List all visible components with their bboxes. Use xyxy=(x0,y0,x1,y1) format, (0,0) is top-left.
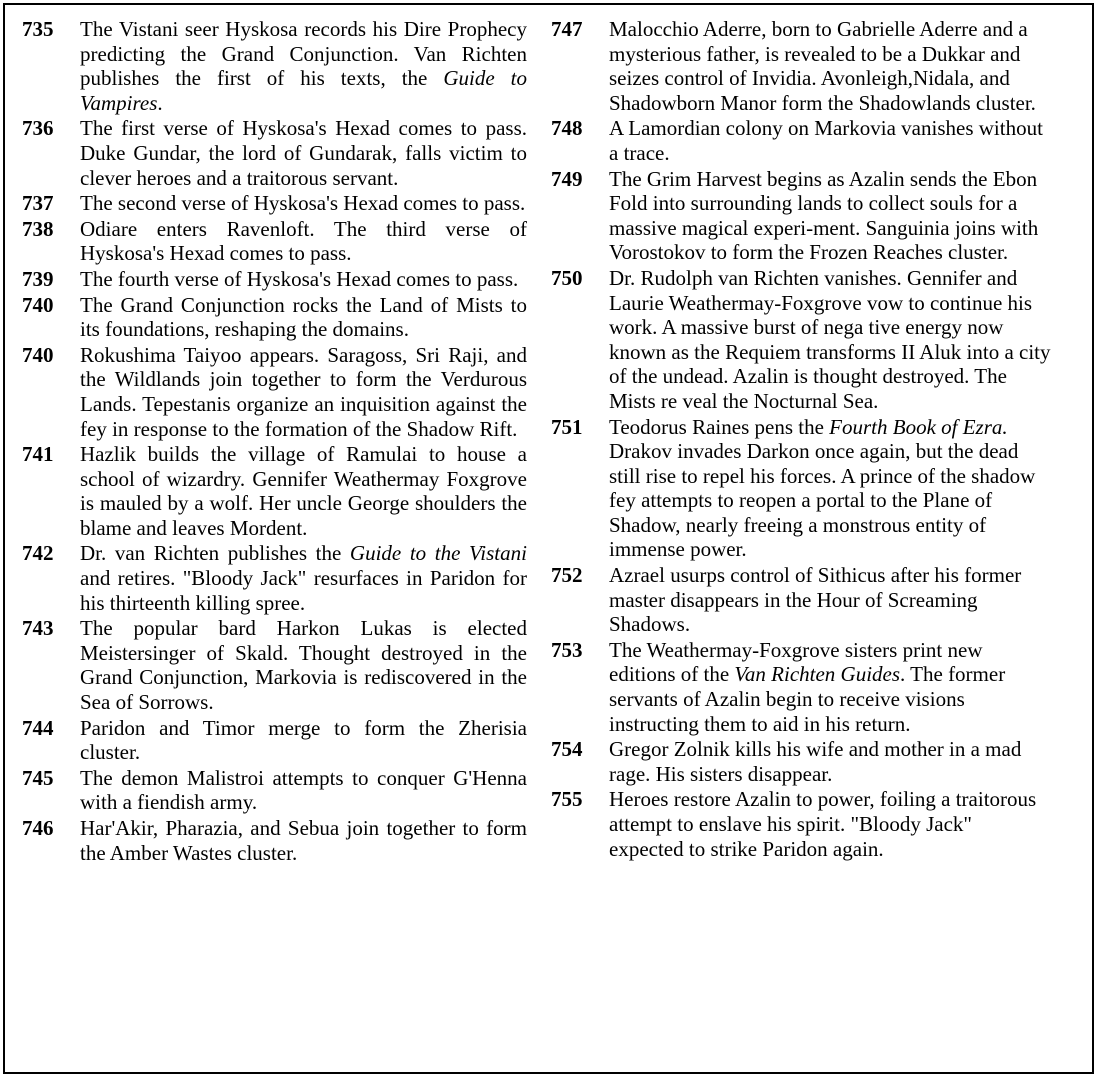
timeline-entry xyxy=(551,167,1051,265)
entry-description xyxy=(80,766,527,815)
entry-year: 748 xyxy=(551,116,583,141)
timeline-entry xyxy=(22,17,527,115)
entry-description xyxy=(609,563,1051,637)
timeline-entry xyxy=(551,17,1051,115)
entry-text: Rokushima Taiyoo appears. Saragoss, Sri Raji, and the Wildlands join together to form the Verdurous Lands. Tepestanis organize an inquisition against the fey in response to the formation of the Shadow Rift. xyxy=(80,342,527,441)
entry-description xyxy=(80,343,527,441)
entry-text: Gregor Zolnik kills his wife and mother in a mad rage. His sisters disappear. xyxy=(609,737,1022,786)
entry-text: Paridon and Timor merge to form the Zherisia cluster. xyxy=(80,715,527,765)
entry-description xyxy=(80,541,527,615)
entry-description xyxy=(80,442,527,540)
entry-text: Malocchio Aderre, born to Gabrielle Aderre and a mysterious father, is revealed to be a Dukkar and seizes control of Invidia. Avonleigh,Nidala, and Shadowborn Manor form the Shadowlands cluster. xyxy=(609,17,1036,115)
entry-year: 753 xyxy=(551,637,583,662)
timeline-entry xyxy=(551,563,1051,637)
timeline-entry xyxy=(22,343,527,441)
entry-text: and retires. "Bloody Jack" resurfaces in Paridon for his thirteenth killing spree. xyxy=(80,566,527,615)
timeline-entry xyxy=(22,616,527,714)
entry-text: . The former servants of Azalin begin to receive visions instructing them to aid in his return. xyxy=(609,662,1006,736)
entry-description xyxy=(80,217,527,266)
entry-description xyxy=(609,266,1051,414)
timeline-entry xyxy=(22,766,527,815)
entry-text: The first verse of Hyskosa's Hexad comes to pass. Duke Gundar, the lord of Gundarak, falls victim to clever heroes and a traitorous servant. xyxy=(80,116,527,190)
entry-book-title: Van Richten Guides xyxy=(734,662,901,687)
timeline-entry xyxy=(551,787,1051,861)
entry-description xyxy=(609,638,1051,736)
entry-description xyxy=(609,17,1051,115)
entry-year: 754 xyxy=(551,737,583,762)
entry-year: 750 xyxy=(551,265,583,290)
entry-description xyxy=(609,737,1051,786)
entry-year: 747 xyxy=(551,17,583,41)
timeline-entry xyxy=(551,638,1051,736)
entry-text: Heroes restore Azalin to power, foiling a traitorous attempt to enslave his spirit. "Bloody Jack" expected to strike Paridon again. xyxy=(609,787,1037,861)
entry-text: Hazlik builds the village of Ramulai to house a school of wizardry. Gennifer Weathermay Foxgrove is mauled by a wolf. Her uncle George shoulders the blame and leaves Mordent. xyxy=(80,442,527,540)
entry-text: The Grim Harvest begins as Azalin sends the Ebon Fold into surrounding lands to collect souls for a massive magical experi-ment. Sanguinia joins with Vorostokov to form the Frozen Reaches cluster. xyxy=(609,166,1039,265)
entry-text: Har'Akir, Pharazia, and Sebua join together to form the Amber Wastes cluster. xyxy=(80,816,527,865)
entry-year: 752 xyxy=(551,563,583,588)
entry-year: 740 xyxy=(22,292,54,317)
timeline-entry xyxy=(22,442,527,540)
timeline-entry xyxy=(551,266,1051,414)
timeline-left-column xyxy=(22,17,527,866)
timeline-entry xyxy=(22,716,527,765)
entry-description xyxy=(80,191,527,216)
entry-year: 751 xyxy=(551,414,583,439)
entry-year: 737 xyxy=(22,191,54,216)
entry-year: 749 xyxy=(551,166,583,191)
entry-year: 736 xyxy=(22,116,54,141)
entry-book-title: Guide to the Vistani xyxy=(349,541,527,566)
entry-description xyxy=(609,787,1051,861)
entry-text: Azrael usurps control of Sithicus after his former master disappears in the Hour of Screaming Shadows. xyxy=(609,563,1022,637)
entry-text: Dr. van Richten publishes the xyxy=(80,541,350,566)
entry-year: 740 xyxy=(22,342,54,367)
entry-text: The fourth verse of Hyskosa's Hexad comes to pass. xyxy=(80,266,519,291)
timeline-right-column xyxy=(551,17,1051,862)
timeline-entry xyxy=(22,116,527,190)
timeline-entry xyxy=(22,816,527,865)
entry-year: 741 xyxy=(22,442,54,467)
entry-text: The Grand Conjunction rocks the Land of Mists to its foundations, reshaping the domains. xyxy=(80,292,527,342)
entry-year: 735 xyxy=(22,17,54,41)
entry-description xyxy=(80,616,527,714)
entry-text: A Lamordian colony on Markovia vanishes without a trace. xyxy=(609,116,1043,165)
entry-book-title: Fourth Book of Ezra. xyxy=(829,414,1008,439)
entry-text: Odiare enters Ravenloft. The third verse of Hyskosa's Hexad comes to pass. xyxy=(80,216,527,266)
entry-year: 743 xyxy=(22,616,54,641)
entry-text: The popular bard Harkon Lukas is elected Meistersinger of Skald. Thought destroyed in the Grand Conjunction, Markovia is rediscovered in the Sea of Sorrows. xyxy=(80,616,527,715)
entry-year: 738 xyxy=(22,216,54,241)
entry-description xyxy=(609,167,1051,265)
entry-year: 745 xyxy=(22,765,54,790)
entry-description xyxy=(80,116,527,190)
entry-year: 746 xyxy=(22,816,54,840)
timeline-entry xyxy=(22,267,527,292)
timeline-entry xyxy=(551,415,1051,563)
entry-text: The second verse of Hyskosa's Hexad comes to pass. xyxy=(80,191,526,216)
entry-description xyxy=(609,116,1051,165)
entry-description xyxy=(80,17,527,115)
timeline-entry xyxy=(22,217,527,266)
entry-text: The Weathermay-Foxgrove sisters print new editions of the xyxy=(609,637,983,687)
timeline-entry xyxy=(551,737,1051,786)
timeline-entry xyxy=(22,293,527,342)
entry-year: 742 xyxy=(22,541,54,566)
entry-description xyxy=(80,267,527,292)
entry-text: Teodorus Raines pens the xyxy=(609,414,830,439)
entry-year: 755 xyxy=(551,787,583,812)
entry-text: . xyxy=(157,90,163,115)
entry-description xyxy=(80,716,527,765)
entry-description xyxy=(80,293,527,342)
timeline-entry xyxy=(22,541,527,615)
entry-text: Dr. Rudolph van Richten vanishes. Gennifer and Laurie Weathermay-Foxgrove vow to continue his work. A massive burst of nega tive energy now known as the Requiem transforms II Aluk into a city of the undead. Azalin is thought destroyed. The Mists re veal the Nocturnal Sea. xyxy=(609,265,1051,413)
timeline-entry xyxy=(22,191,527,216)
entry-text: The demon Malistroi attempts to conquer G'Henna with a fiendish army. xyxy=(80,765,527,815)
entry-book-title: Guide to Vampires xyxy=(80,66,527,115)
entry-year: 744 xyxy=(22,715,54,740)
timeline-entry xyxy=(551,116,1051,165)
timeline-frame xyxy=(3,3,1094,1074)
entry-description xyxy=(80,816,527,865)
entry-year: 739 xyxy=(22,266,54,291)
entry-description xyxy=(609,415,1051,563)
entry-text: The Vistani seer Hyskosa records his Dire Prophecy predicting the Grand Conjunction. Van Richten publishes the first of his texts, the xyxy=(80,17,527,91)
entry-text: Drakov invades Darkon once again, but the dead still rise to repel his forces. A prince of the shadow fey attempts to reopen a portal to the Plane of Shadow, nearly freeing a monstrous entity of immense power. xyxy=(609,439,1036,562)
